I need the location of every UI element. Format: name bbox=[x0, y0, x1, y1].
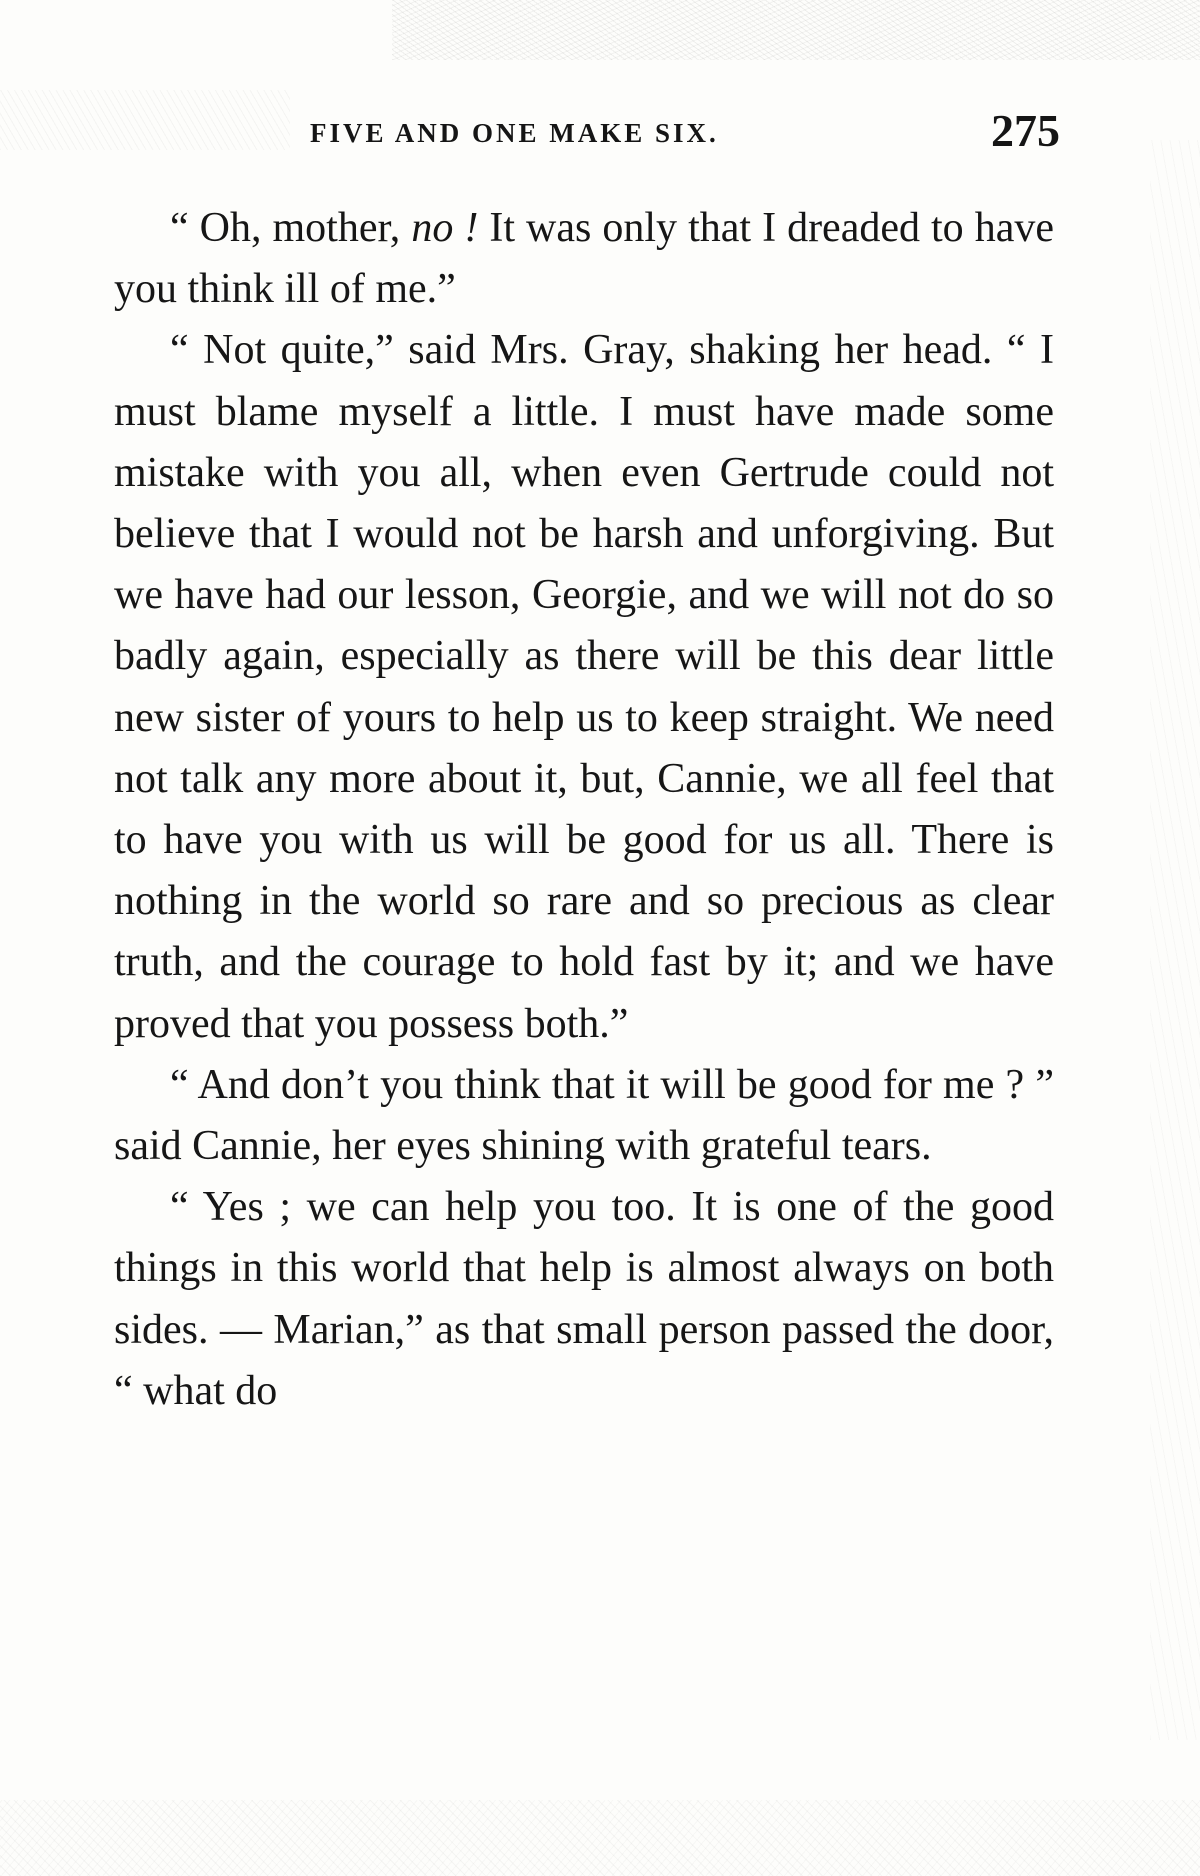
paragraph-text: “ Oh, mother, bbox=[170, 205, 412, 251]
paper-speckle-right bbox=[1150, 140, 1200, 1740]
paragraph bbox=[114, 1177, 1054, 1422]
paragraph-text: “ Yes ; we can help you too. It is one of the good things in this world that help is almost always on both sides. — Marian,” as that small person passed the door, “ what do bbox=[114, 1184, 1054, 1414]
paragraph-text: It was only that I dreaded to have you think ill of me.” bbox=[114, 205, 1054, 313]
paper-speckle-bottom bbox=[0, 1800, 1200, 1876]
running-head bbox=[310, 105, 1060, 158]
running-title: FIVE AND ONE MAKE SIX. bbox=[310, 118, 719, 148]
paragraph bbox=[114, 320, 1054, 1054]
body-text bbox=[114, 198, 1054, 1422]
paper-speckle-left bbox=[0, 90, 290, 150]
paragraph bbox=[114, 1055, 1054, 1177]
paragraph-text: “ Not quite,” said Mrs. Gray, shaking her head. “ I must blame myself a little. I must have made some mistake with you all, when even Gertrude could not believe that I would not be harsh and unforgiving. But we have had our lesson, Georgie, and we will not do so badly again, especially as there will be this dear little new sister of yours to help us to keep straight. We need not talk any more about it, but, Cannie, we all feel that to have you with us will be good for us all. There is nothing in the world so rare and so precious as clear truth, and the courage to hold fast by it; and we have proved that you possess both.” bbox=[114, 327, 1054, 1047]
paragraph-text: “ And don’t you think that it will be good for me ? ” said Cannie, her eyes shining with grateful tears. bbox=[114, 1061, 1054, 1170]
paper-speckle-top bbox=[392, 0, 1200, 60]
paragraph bbox=[114, 198, 1054, 320]
page-number: 275 bbox=[991, 105, 1060, 156]
emphasis-text: no ! bbox=[411, 205, 479, 251]
